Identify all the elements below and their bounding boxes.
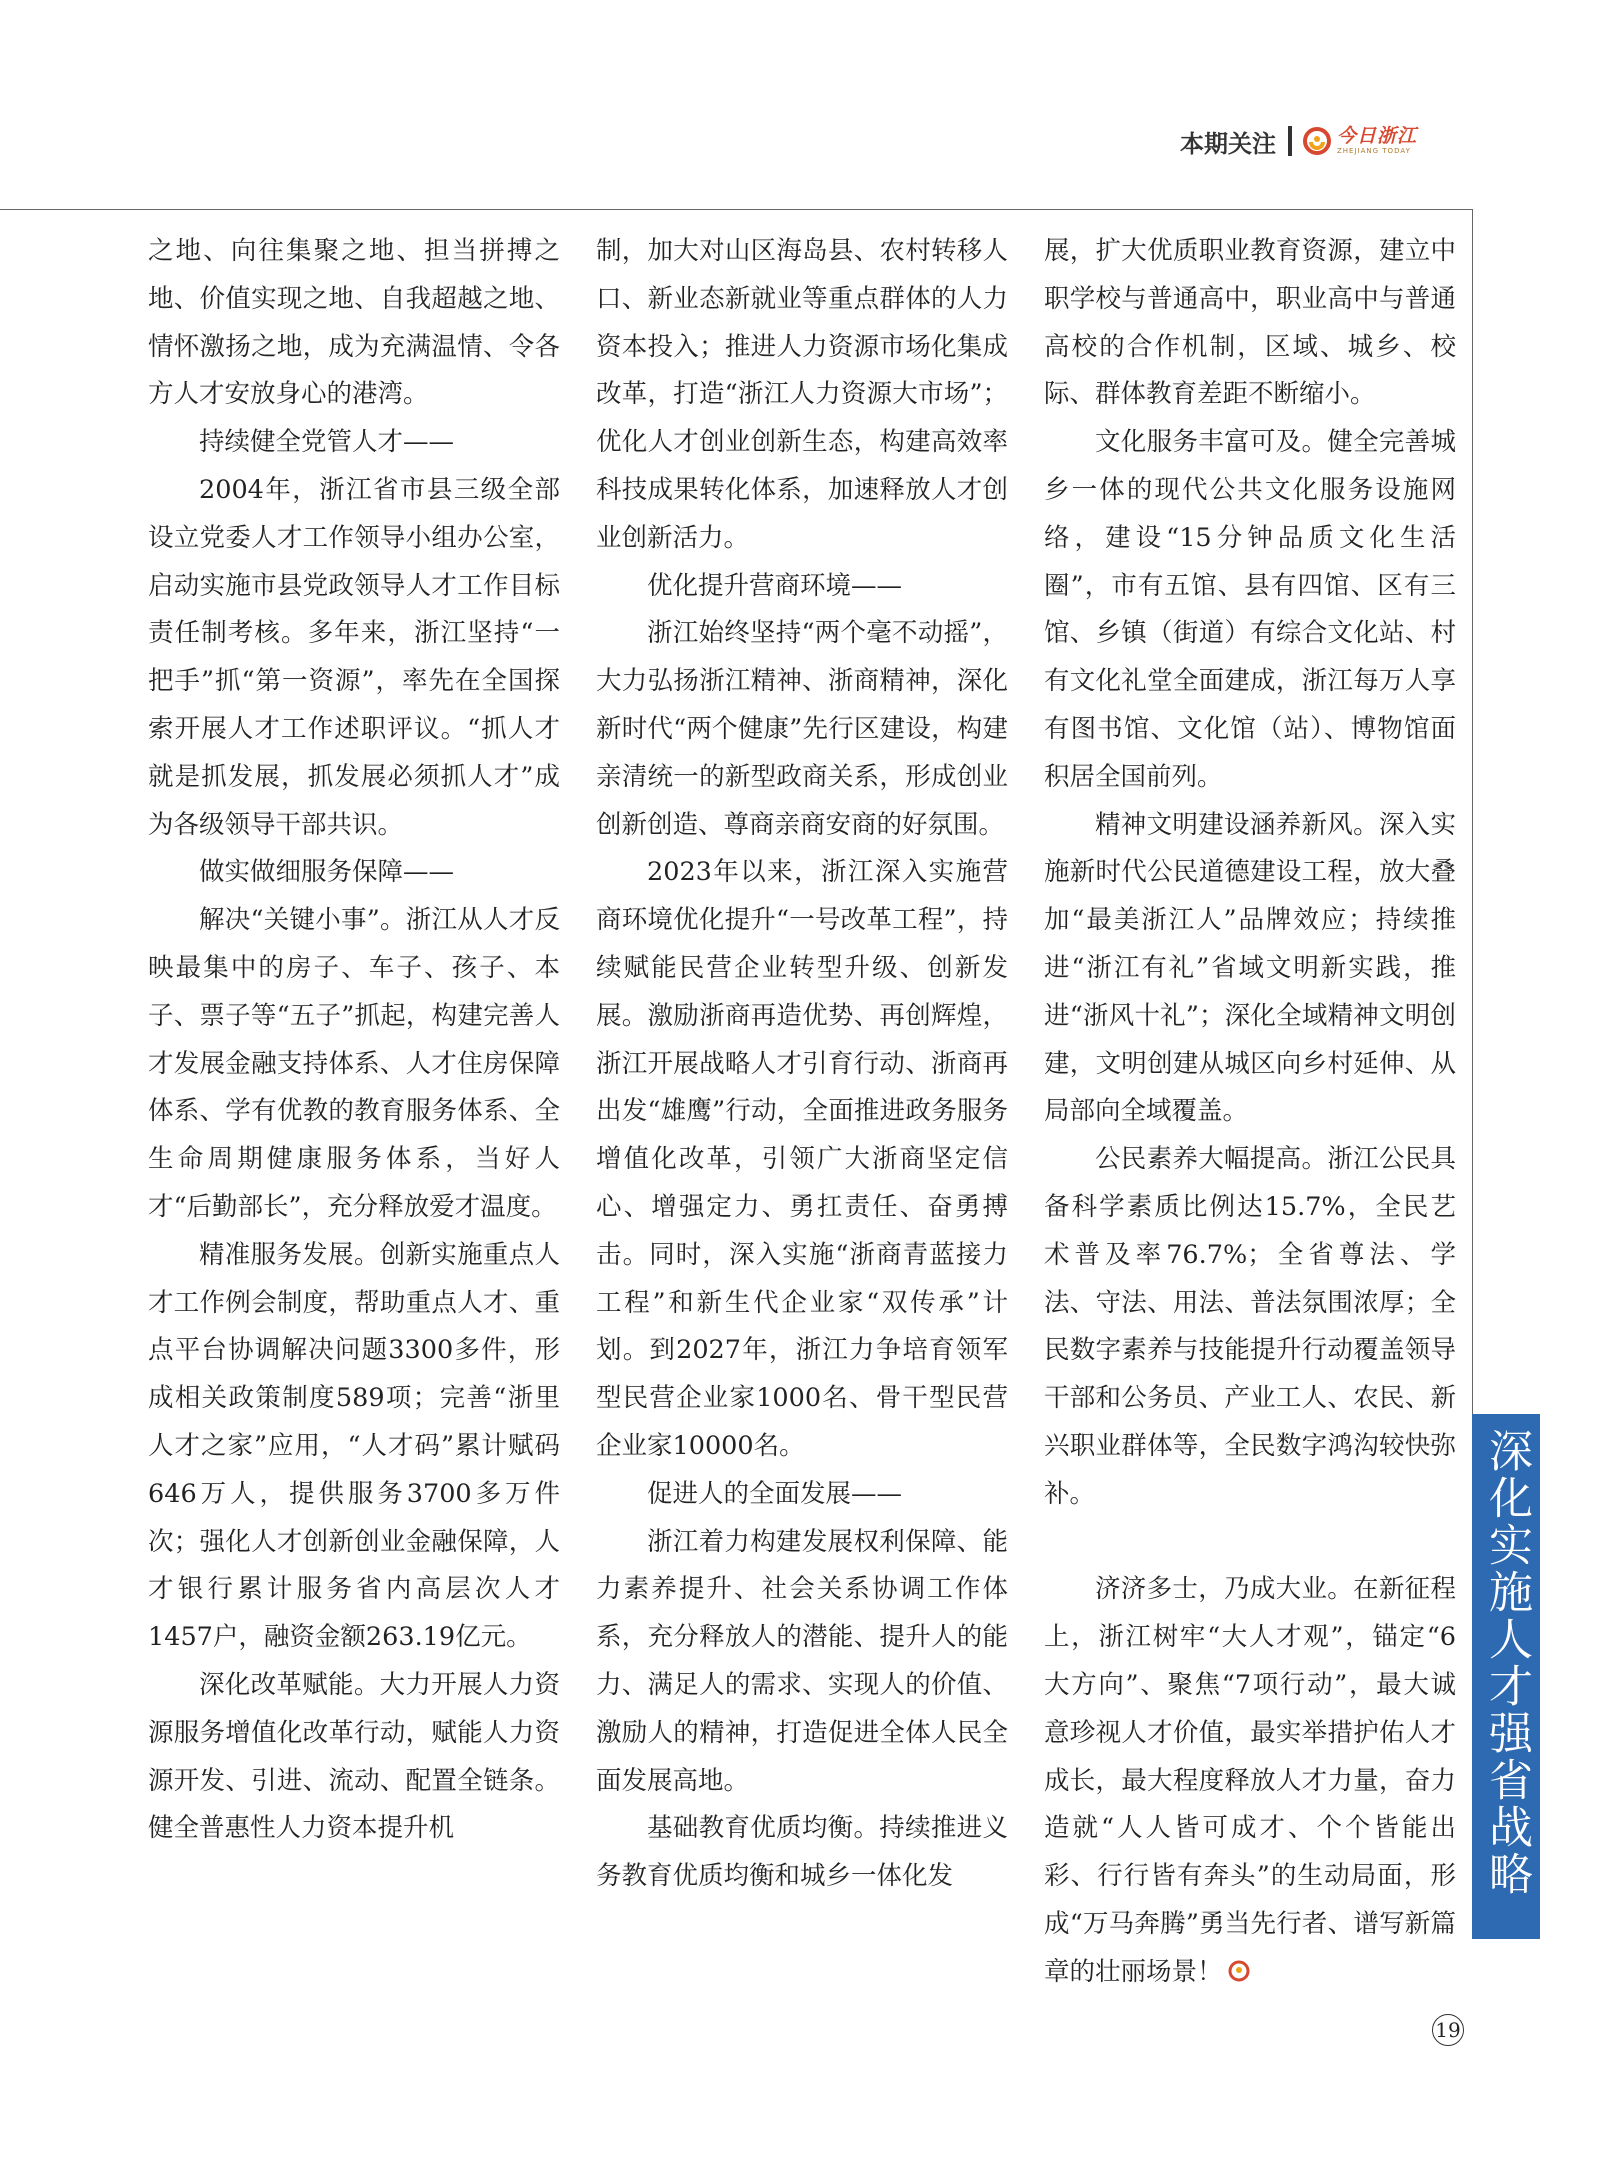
paragraph	[148, 897, 560, 1232]
paragraph-text: 文化服务丰富可及。健全完善城乡一体的现代公共文化服务设施网络，建设“15分钟品质文化生活圈”，市有五馆、县有四馆、区有三馆、乡镇（街道）有综合文化站、村有文化礼堂全面建成，浙江每万人享有图书馆、文化馆（站）、博物馆面积居全国前列。	[1044, 427, 1456, 792]
paragraph-text: 之地、向往集聚之地、担当拼搏之地、价值实现之地、自我超越之地、情怀激扬之地，成为充满温情、令各方人才安放身心的港湾。	[148, 236, 560, 410]
logo-subtitle: ZHEJIANG TODAY	[1337, 147, 1411, 155]
paragraph	[1044, 802, 1456, 1137]
paragraph	[148, 1232, 560, 1662]
paragraph-text: 精准服务发展。创新实施重点人才工作例会制度，帮助重点人才、重点平台协调解决问题3300多件，形成相关政策制度589项；完善“浙里人才之家”应用，“人才码”累计赋码646万人，提供服务3700多万件次；强化人才创新创业金融保障，人才银行累计服务省内高层次人才1457户，融资金额263.19亿元。	[148, 1239, 560, 1653]
article-column-3	[1044, 228, 1456, 1996]
logo-swirl-icon	[1302, 126, 1332, 156]
paragraph-text: 做实做细服务保障——	[199, 857, 455, 888]
paragraph-text: 浙江着力构建发展权利保障、能力素养提升、社会关系协调工作体系，充分释放人的潜能、提升人的能力、满足人的需求、实现人的价值、激励人的精神，打造促进全体人民全面发展高地。	[596, 1526, 1008, 1796]
paragraph-text: 浙江始终坚持“两个毫不动摇”，大力弘扬浙江精神、浙商精神，深化新时代“两个健康”先行区建设，构建亲清统一的新型政商关系，形成创业创新创造、尊商亲商安商的好氛围。	[596, 618, 1008, 840]
section-label: 本期关注	[1180, 129, 1276, 158]
article-column-1	[148, 228, 560, 1853]
paragraph	[1044, 419, 1456, 801]
paragraph	[596, 1471, 1008, 1519]
paragraph	[148, 467, 560, 849]
paragraph-text: 精神文明建设涵养新风。深入实施新时代公民道德建设工程，放大叠加“最美浙江人”品牌效应；持续推进“浙江有礼”省域文明新实践，推进“浙风十礼”；深化全域精神文明创建，文明创建从城区向乡村延伸、从局部向全域覆盖。	[1044, 809, 1456, 1127]
header-divider	[1288, 126, 1292, 156]
paragraph	[596, 610, 1008, 849]
topic-sidebar	[1472, 1414, 1540, 1939]
frame-right-rule	[1472, 209, 1473, 1424]
paragraph-text: 展，扩大优质职业教育资源，建立中职学校与普通高中，职业高中与普通高校的合作机制，区域、城乡、校际、群体教育差距不断缩小。	[1044, 236, 1456, 410]
paragraph-text: 基础教育优质均衡。持续推进义务教育优质均衡和城乡一体化发	[596, 1813, 1008, 1892]
paragraph	[148, 1662, 560, 1853]
paragraph-text: 2004年，浙江省市县三级全部设立党委人才工作领导小组办公室，启动实施市县党政领导人才工作目标责任制考核。多年来，浙江坚持“一把手”抓“第一资源”，率先在全国探索开展人才工作述职评议。“抓人才就是抓发展，抓发展必须抓人才”成为各级领导干部共识。	[148, 474, 560, 840]
paragraph-text: 济济多士，乃成大业。在新征程上，浙江树牢“大人才观”，锚定“6大方向”、聚焦“7项行动”，最大诚意珍视人才价值，最实举措护佑人才成长，最大程度释放人才力量，奋力造就“人人皆可成才、个个皆能出彩、行行皆有奔头”的生动局面，形成“万马奔腾”勇当先行者、谱写新篇章的壮丽场景！	[1044, 1574, 1456, 1987]
paragraph	[596, 1805, 1008, 1901]
paragraph	[596, 563, 1008, 611]
paragraph	[1044, 1566, 1456, 1996]
paragraph	[148, 228, 560, 419]
paragraph-text: 制，加大对山区海岛县、农村转移人口、新业态新就业等重点群体的人力资本投入；推进人力资源市场化集成改革，打造“浙江人力资源大市场”；优化人才创业创新生态，构建高效率科技成果转化体系，加速释放人才创业创新活力。	[596, 236, 1008, 553]
paragraph	[1044, 1136, 1456, 1518]
paragraph-text: 2023年以来，浙江深入实施营商环境优化提升“一号改革工程”，持续赋能民营企业转型升级、创新发展。激励浙商再造优势、再创辉煌，浙江开展战略人才引育行动、浙商再出发“雄鹰”行动，全面推进政务服务增值化改革，引领广大浙商坚定信心、增强定力、勇扛责任、奋勇搏击。同时，深入实施“浙商青蓝接力工程”和新生代企业家“双传承”计划。到2027年，浙江力争培育领军型民营企业家1000名、骨干型民营企业家10000名。	[596, 857, 1008, 1461]
paragraph	[596, 849, 1008, 1470]
paragraph-text: 促进人的全面发展——	[647, 1478, 903, 1509]
article-column-2	[596, 228, 1008, 1901]
end-mark-icon	[1227, 1959, 1251, 1983]
paragraph-text: 公民素养大幅提高。浙江公民具备科学素质比例达15.7%，全民艺术普及率76.7%；全省尊法、学法、守法、用法、普法氛围浓厚；全民数字素养与技能提升行动覆盖领导干部和公务员、产业工人、农民、新兴职业群体等，全民数字鸿沟较快弥补。	[1044, 1144, 1456, 1509]
magazine-logo	[1302, 126, 1417, 156]
paragraph	[1044, 228, 1456, 419]
paragraph-text: 持续健全党管人才——	[199, 427, 455, 458]
paragraph	[596, 228, 1008, 563]
sidebar-title: 深化实施人才强省战略	[1481, 1428, 1532, 1898]
paragraph	[148, 419, 560, 467]
paragraph	[148, 849, 560, 897]
paragraph-text: 优化提升营商环境——	[647, 570, 903, 601]
page-header	[1180, 116, 1480, 166]
paragraph-text: 解决“关键小事”。浙江从人才反映最集中的房子、车子、孩子、本子、票子等“五子”抓起，构建完善人才发展金融支持体系、人才住房保障体系、学有优教的教育服务体系、全生命周期健康服务体系，当好人才“后勤部长”，充分释放爱才温度。	[148, 905, 560, 1222]
paragraph	[596, 1519, 1008, 1806]
page-number: 19	[1432, 2014, 1464, 2046]
logo-text: 今日浙江	[1337, 125, 1418, 147]
frame-top-rule	[0, 209, 1473, 210]
paragraph-text: 深化改革赋能。大力开展人力资源服务增值化改革行动，赋能人力资源开发、引进、流动、配置全链条。健全普惠性人力资本提升机	[148, 1669, 560, 1844]
